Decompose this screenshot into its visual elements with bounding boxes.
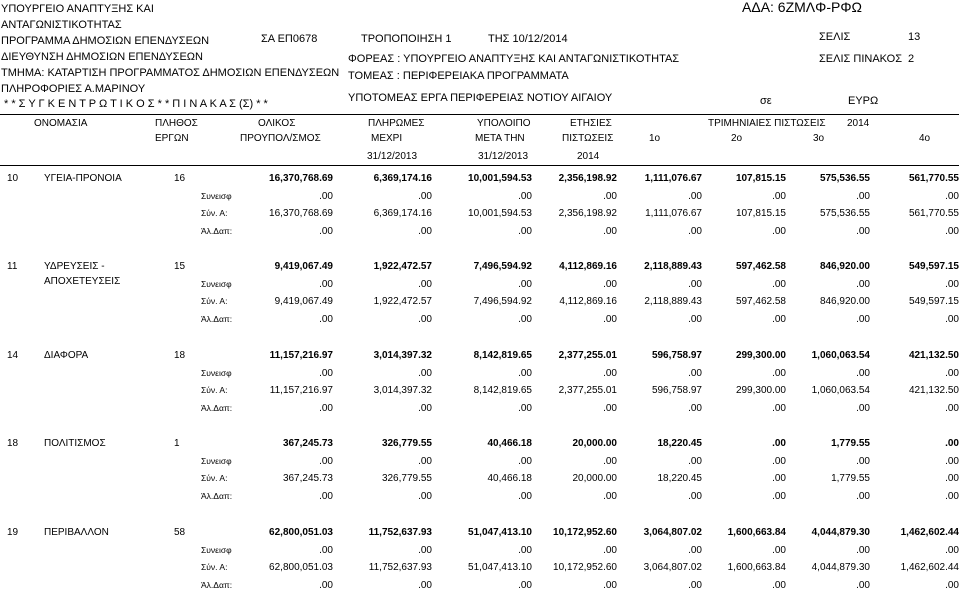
row-label-al-dap: Άλ.Δαπ: [201, 313, 233, 324]
section-name: ΑΠΟΧΕΤΕΥΣΕΙΣ [44, 276, 121, 287]
section-name: ΔΙΑΦΟΡΑ [44, 350, 89, 361]
syn-a-value: 367,245.73 [282, 473, 333, 484]
syn-a-value: 846,920.00 [819, 296, 870, 307]
col-etisies: ΕΤΗΣΙΕΣ [570, 118, 612, 129]
main-value: 8,142,819.65 [473, 350, 532, 361]
main-value: 596,758.97 [651, 350, 702, 361]
syn-a-value: 9,419,067.49 [274, 296, 333, 307]
project-count: 16 [174, 173, 186, 184]
col-pliromes: ΠΛΗΡΩΜΕΣ [368, 118, 425, 129]
main-value: 9,419,067.49 [274, 261, 333, 272]
al-dap-value: .00 [772, 490, 786, 502]
al-dap-value: .00 [319, 402, 333, 414]
header-top-rule [0, 114, 959, 115]
synch-value: .00 [418, 367, 432, 379]
org-line-3: ΠΡΟΓΡΑΜΜΑ ΔΗΜΟΣΙΩΝ ΕΠΕΝΔΥΣΕΩΝ [1, 35, 210, 47]
synch-value: .00 [856, 455, 870, 467]
selis-label: ΣΕΛΙΣ [819, 31, 851, 43]
main-value: 20,000.00 [572, 438, 617, 449]
syn-a-value: 549,597.15 [908, 296, 959, 307]
syn-a-value: 62,800,051.03 [269, 562, 333, 573]
org-line-5: ΤΜΗΜΑ: ΚΑΤΑΡΤΙΣΗ ΠΡΟΓΡΑΜΜΑΤΟΣ ΔΗΜΟΣΙΩΝ ΕΠΕΝΔΥΣΕΩΝ [1, 67, 340, 79]
al-dap-value: .00 [418, 579, 432, 591]
org-line-4: ΔΙΕΥΘΥΝΣΗ ΔΗΜΟΣΙΩΝ ΕΠΕΝΔΥΣΕΩΝ [1, 51, 203, 63]
al-dap-value: .00 [945, 402, 959, 414]
col-onomasia: ΟΝΟΜΑΣΙΑ [34, 118, 88, 129]
col-plithos: ΠΛΗΘΟΣ [155, 118, 198, 129]
al-dap-value: .00 [603, 402, 617, 414]
sa-code: ΣΑ ΕΠ0678 [261, 33, 318, 45]
al-dap-value: .00 [772, 579, 786, 591]
col-q3: 3ο [813, 133, 825, 144]
col-ypoloipo-date: 31/12/2013 [478, 151, 529, 162]
al-dap-value: .00 [772, 225, 786, 237]
section-code: 14 [7, 350, 19, 361]
project-count: 18 [174, 350, 186, 361]
synch-value: .00 [688, 455, 702, 467]
syn-a-value: 18,220.45 [657, 473, 702, 484]
al-dap-value: .00 [418, 313, 432, 325]
section-name: ΠΟΛΙΤΙΣΜΟΣ [44, 438, 106, 449]
al-dap-value: .00 [688, 225, 702, 237]
synch-value: .00 [772, 190, 786, 202]
al-dap-value: .00 [603, 313, 617, 325]
al-dap-value: .00 [518, 225, 532, 237]
row-label-synch: Συνεισφ [201, 544, 232, 555]
col-triminiaies: ΤΡΙΜΗΝΙΑΙΕΣ ΠΙΣΤΩΣΕΙΣ [708, 118, 826, 129]
syn-a-value: .00 [772, 473, 786, 484]
al-dap-value: .00 [418, 402, 432, 414]
synch-value: .00 [518, 278, 532, 290]
tis-date: ΤΗΣ 10/12/2014 [488, 33, 568, 45]
syn-a-value: 10,001,594.53 [468, 208, 532, 219]
al-dap-value: .00 [945, 579, 959, 591]
syn-a-value: 4,112,869.16 [559, 296, 617, 307]
al-dap-value: .00 [319, 313, 333, 325]
al-dap-value: .00 [603, 490, 617, 502]
selis-pinakos-label: ΣΕΛΙΣ ΠΙΝΑΚΟΣ [819, 53, 903, 65]
synch-value: .00 [319, 278, 333, 290]
synch-value: .00 [772, 278, 786, 290]
al-dap-value: .00 [518, 579, 532, 591]
syn-a-value: 597,462.58 [735, 296, 786, 307]
main-value: 2,118,889.43 [644, 261, 702, 272]
se-label: σε [760, 95, 772, 107]
syn-a-value: 2,377,255.01 [558, 385, 617, 396]
col-q4: 4ο [919, 133, 931, 144]
al-dap-value: .00 [945, 490, 959, 502]
main-value: 1,779.55 [831, 438, 870, 449]
syn-a-value: 1,462,602.44 [900, 562, 959, 573]
syn-a-value: 4,044,879.30 [811, 562, 870, 573]
al-dap-value: .00 [856, 490, 870, 502]
col-meta-tin: ΜΕΤΑ ΤΗΝ [475, 133, 525, 144]
project-count: 1 [174, 438, 180, 449]
al-dap-value: .00 [418, 490, 432, 502]
main-value: 367,245.73 [282, 438, 333, 449]
section-name: ΥΔΡΕΥΣΕΙΣ - [44, 261, 105, 272]
col-proypologismos: ΠΡΟΥΠΟΛ/ΣΜΟΣ [240, 133, 321, 144]
row-label-synch: Συνεισφ [201, 367, 232, 378]
synch-value: .00 [945, 190, 959, 202]
syn-a-value: 10,172,952.60 [553, 562, 617, 573]
synch-value: .00 [518, 367, 532, 379]
syn-a-value: 2,356,198.92 [558, 208, 617, 219]
main-value: 575,536.55 [819, 173, 870, 184]
main-value: 11,157,216.97 [269, 350, 333, 361]
main-value: 1,600,663.84 [727, 527, 786, 538]
al-dap-value: .00 [856, 579, 870, 591]
syn-a-value: 51,047,413.10 [468, 562, 532, 573]
main-value: 299,300.00 [735, 350, 786, 361]
section-code: 18 [7, 438, 19, 449]
col-triminiaies-year: 2014 [847, 118, 870, 129]
synch-value: .00 [418, 455, 432, 467]
syn-a-value: 1,922,472.57 [373, 296, 432, 307]
syn-a-value: 575,536.55 [819, 208, 870, 219]
al-dap-value: .00 [518, 313, 532, 325]
selis-pinakos-value: 2 [908, 53, 915, 65]
main-value: 2,356,198.92 [558, 173, 617, 184]
al-dap-value: .00 [319, 225, 333, 237]
syn-a-value: 1,060,063.54 [811, 385, 870, 396]
col-pistoseis: ΠΙΣΤΩΣΕΙΣ [562, 133, 614, 144]
synch-value: .00 [945, 544, 959, 556]
syn-a-value: 561,770.55 [908, 208, 959, 219]
synch-value: .00 [418, 190, 432, 202]
synch-value: .00 [945, 367, 959, 379]
main-value: 1,462,602.44 [900, 527, 959, 538]
synch-value: .00 [603, 455, 617, 467]
synch-value: .00 [603, 367, 617, 379]
synch-value: .00 [319, 544, 333, 556]
synch-value: .00 [319, 190, 333, 202]
main-value: 3,064,807.02 [643, 527, 702, 538]
main-value: 549,597.15 [908, 261, 959, 272]
org-line-1: ΥΠΟΥΡΓΕΙΟ ΑΝΑΠΤΥΞΗΣ ΚΑΙ [1, 3, 154, 15]
syn-a-value: 16,370,768.69 [269, 208, 333, 219]
syn-a-value: 20,000.00 [572, 473, 617, 484]
row-label-al-dap: Άλ.Δαπ: [201, 490, 233, 501]
al-dap-value: .00 [856, 225, 870, 237]
syn-a-value: 421,132.50 [908, 385, 959, 396]
syn-a-value: 11,157,216.97 [269, 385, 333, 396]
syn-a-value: 107,815.15 [735, 208, 786, 219]
main-value: 2,377,255.01 [558, 350, 617, 361]
al-dap-value: .00 [945, 225, 959, 237]
synch-value: .00 [688, 278, 702, 290]
synch-value: .00 [772, 367, 786, 379]
section-name: ΥΓΕΙΑ-ΠΡΟΝΟΙΑ [44, 173, 122, 184]
syn-a-value: 1,600,663.84 [727, 562, 786, 573]
al-dap-value: .00 [688, 402, 702, 414]
col-ypoloipo: ΥΠΟΛΟΙΠΟ [477, 118, 531, 129]
synch-value: .00 [518, 544, 532, 556]
al-dap-value: .00 [772, 402, 786, 414]
syn-a-value: 596,758.97 [651, 385, 702, 396]
synch-value: .00 [688, 190, 702, 202]
synch-value: .00 [856, 367, 870, 379]
main-value: 10,172,952.60 [553, 527, 617, 538]
main-value: 62,800,051.03 [269, 527, 333, 538]
org-line-2: ΑΝΤΑΓΩΝΙΣΤΙΚΟΤΗΤΑΣ [1, 19, 122, 31]
row-label-syn-a: Σύν. Α: [201, 208, 228, 218]
syn-a-value: 2,118,889.43 [644, 296, 702, 307]
main-value: 561,770.55 [908, 173, 959, 184]
synch-value: .00 [603, 544, 617, 556]
section-code: 11 [7, 261, 18, 272]
syn-a-value: 1,111,076.67 [645, 208, 702, 219]
row-label-synch: Συνεισφ [201, 190, 232, 201]
synch-value: .00 [518, 455, 532, 467]
al-dap-value: .00 [319, 579, 333, 591]
syn-a-value: 6,369,174.16 [373, 208, 432, 219]
project-count: 58 [174, 527, 186, 538]
syn-a-value: 11,752,637.93 [368, 562, 432, 573]
syn-a-value: 326,779.55 [381, 473, 432, 484]
header-bottom-rule [0, 165, 959, 166]
project-count: 15 [174, 261, 186, 272]
org-line-6: ΠΛΗΡΟΦΟΡΙΕΣ Α.ΜΑΡΙΝΟΥ [1, 83, 146, 95]
main-value: 1,060,063.54 [811, 350, 870, 361]
col-q2: 2ο [731, 133, 743, 144]
col-oliko: ΟΛΙΚΟΣ [258, 118, 296, 129]
al-dap-value: .00 [603, 225, 617, 237]
al-dap-value: .00 [603, 579, 617, 591]
main-value: 4,112,869.16 [559, 261, 617, 272]
summary-title: * * Σ Υ Γ Κ Ε Ν Τ Ρ Ω Τ Ι Κ Ο Σ * * Π Ι Ν Α Κ Α Σ (Σ) * * [4, 98, 268, 110]
col-pliromes-date: 31/12/2013 [367, 151, 418, 162]
syn-a-value: 299,300.00 [735, 385, 786, 396]
main-value: 18,220.45 [657, 438, 702, 449]
section-code: 10 [7, 173, 19, 184]
syn-a-value: 7,496,594.92 [473, 296, 532, 307]
foreas: ΦΟΡΕΑΣ : ΥΠΟΥΡΓΕΙΟ ΑΝΑΠΤΥΞΗΣ ΚΑΙ ΑΝΤΑΓΩΝΙΣΤΙΚΟΤΗΤΑΣ [348, 53, 680, 65]
al-dap-value: .00 [856, 313, 870, 325]
synch-value: .00 [856, 190, 870, 202]
selis-value: 13 [908, 31, 921, 43]
row-label-synch: Συνεισφ [201, 278, 232, 289]
main-value: .00 [945, 438, 959, 449]
col-ergon: ΕΡΓΩΝ [155, 133, 189, 144]
row-label-synch: Συνεισφ [201, 455, 232, 466]
main-value: 1,111,076.67 [644, 173, 702, 184]
syn-a-value: .00 [945, 473, 959, 484]
row-label-al-dap: Άλ.Δαπ: [201, 579, 233, 590]
main-value: 10,001,594.53 [468, 173, 532, 184]
synch-value: .00 [772, 544, 786, 556]
row-label-al-dap: Άλ.Δαπ: [201, 402, 233, 413]
main-value: 597,462.58 [735, 261, 786, 272]
main-value: 40,466.18 [487, 438, 532, 449]
synch-value: .00 [418, 544, 432, 556]
col-q1: 1ο [649, 133, 661, 144]
col-etisies-year: 2014 [577, 151, 600, 162]
synch-value: .00 [603, 278, 617, 290]
al-dap-value: .00 [418, 225, 432, 237]
main-value: 326,779.55 [381, 438, 432, 449]
main-value: 11,752,637.93 [368, 527, 432, 538]
al-dap-value: .00 [319, 490, 333, 502]
al-dap-value: .00 [772, 313, 786, 325]
synch-value: .00 [945, 455, 959, 467]
ypotomeas: ΥΠΟΤΟΜΕΑΣ ΕΡΓΑ ΠΕΡΙΦΕΡΕΙΑΣ ΝΟΤΙΟΥ ΑΙΓΑΙΟΥ [348, 92, 613, 104]
al-dap-value: .00 [518, 402, 532, 414]
al-dap-value: .00 [688, 490, 702, 502]
main-value: 3,014,397.32 [373, 350, 432, 361]
syn-a-value: 3,014,397.32 [373, 385, 432, 396]
syn-a-value: 3,064,807.02 [643, 562, 702, 573]
synch-value: .00 [518, 190, 532, 202]
main-value: 16,370,768.69 [269, 173, 333, 184]
main-value: 51,047,413.10 [468, 527, 532, 538]
synch-value: .00 [945, 278, 959, 290]
synch-value: .00 [688, 544, 702, 556]
syn-a-value: 1,779.55 [831, 473, 870, 484]
tropopoiisi: ΤΡΟΠΟΠΟΙΗΣΗ 1 [361, 33, 452, 45]
row-label-syn-a: Σύν. Α: [201, 296, 228, 306]
main-value: 7,496,594.92 [473, 261, 532, 272]
row-label-syn-a: Σύν. Α: [201, 562, 228, 572]
row-label-syn-a: Σύν. Α: [201, 473, 228, 483]
currency-label: ΕΥΡΩ [848, 95, 879, 107]
section-name: ΠΕΡΙΒΑΛΛΟΝ [44, 527, 109, 538]
tomeas: ΤΟΜΕΑΣ : ΠΕΡΙΦΕΡΕΙΑΚΑ ΠΡΟΓΡΑΜΜΑΤΑ [348, 70, 569, 82]
main-value: 6,369,174.16 [373, 173, 432, 184]
synch-value: .00 [688, 367, 702, 379]
synch-value: .00 [603, 190, 617, 202]
syn-a-value: 40,466.18 [487, 473, 532, 484]
synch-value: .00 [319, 367, 333, 379]
synch-value: .00 [418, 278, 432, 290]
al-dap-value: .00 [856, 402, 870, 414]
main-value: .00 [772, 438, 786, 449]
synch-value: .00 [856, 544, 870, 556]
row-label-syn-a: Σύν. Α: [201, 385, 228, 395]
al-dap-value: .00 [688, 313, 702, 325]
row-label-al-dap: Άλ.Δαπ: [201, 225, 233, 236]
al-dap-value: .00 [518, 490, 532, 502]
main-value: 107,815.15 [735, 173, 786, 184]
synch-value: .00 [772, 455, 786, 467]
main-value: 1,922,472.57 [373, 261, 432, 272]
section-code: 19 [7, 527, 19, 538]
syn-a-value: 8,142,819.65 [473, 385, 532, 396]
ada-code: ΑΔΑ: 6ΖΜΛΦ-ΡΦΩ [742, 0, 862, 15]
main-value: 421,132.50 [908, 350, 959, 361]
col-mexri: ΜΕΧΡΙ [371, 133, 403, 144]
al-dap-value: .00 [688, 579, 702, 591]
main-value: 4,044,879.30 [811, 527, 870, 538]
synch-value: .00 [319, 455, 333, 467]
main-value: 846,920.00 [819, 261, 870, 272]
synch-value: .00 [856, 278, 870, 290]
al-dap-value: .00 [945, 313, 959, 325]
